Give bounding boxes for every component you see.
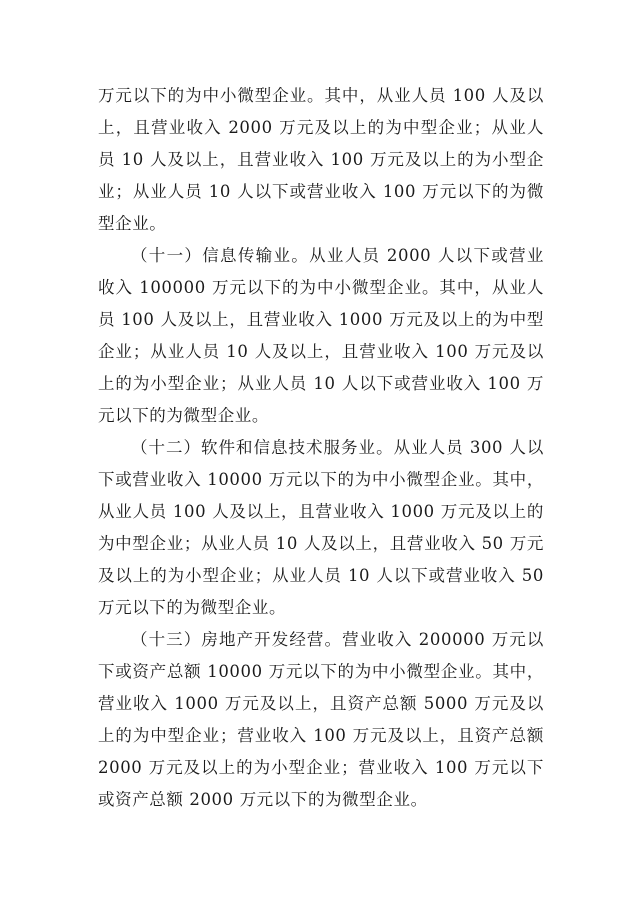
paragraph-software-it-services: （十二）软件和信息技术服务业。从业人员 300 人以下或营业收入 10000 万元以下的为中小微型企业。其中，从业人员 100 人及以上，且营业收入 1000 万元及以上的为中型企业；从业人员 10 人及以上，且营业收入 50 万元及以上的为小型企业；从业人员 10 人以下或营业收入 50 万元以下的为微型企业。 [98,438,544,617]
document-page [98,80,544,816]
paragraph-information-transmission: （十一）信息传输业。从业人员 2000 人以下或营业收入 100000 万元以下的为中小微型企业。其中，从业人员 100 人及以上，且营业收入 1000 万元及以上的为中型企业；从业人员 10 人及以上，且营业收入 100 万元及以上的为小型企业；从业人员 10 人以下或营业收入 100 万元以下的为微型企业。 [98,246,544,425]
paragraph-continuation: 万元以下的为中小微型企业。其中，从业人员 100 人及以上，且营业收入 2000 万元及以上的为中型企业；从业人员 10 人及以上，且营业收入 100 万元及以上的为小型企业；从业人员 10 人以下或营业收入 100 万元以下的为微型企业。 [98,86,544,233]
paragraph-real-estate-development: （十三）房地产开发经营。营业收入 200000 万元以下或资产总额 10000 万元以下的为中小微型企业。其中，营业收入 1000 万元及以上，且资产总额 5000 万元及以上的为中型企业；营业收入 100 万元及以上，且资产总额 2000 万元及以上的为小型企业；营业收入 100 万元以下或资产总额 2000 万元以下的为微型企业。 [98,630,544,809]
